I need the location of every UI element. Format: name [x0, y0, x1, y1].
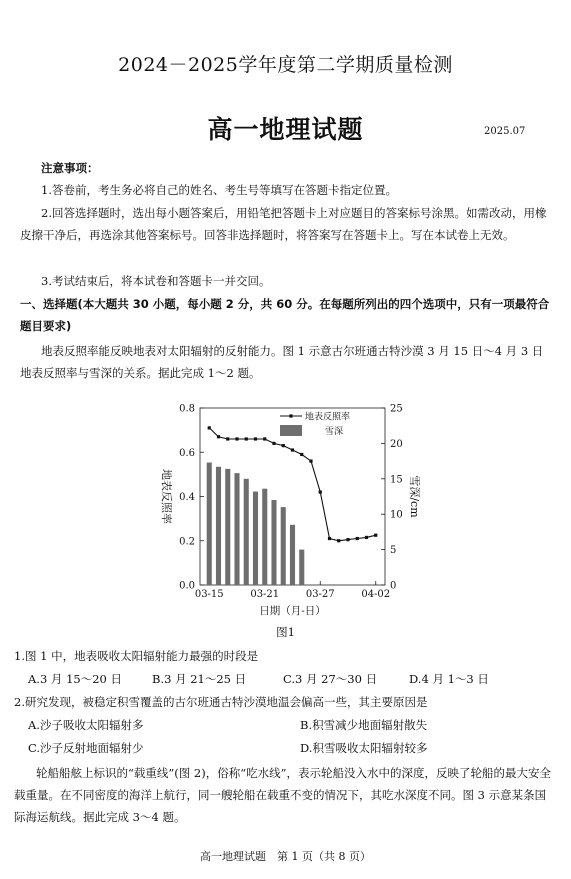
section-heading: 一、选择题(本大题共 30 小题，每小题 2 分，共 60 分。在每题所列出的四个选项中，只有一项最符合题目要求)	[20, 297, 550, 333]
y2-tick-label: 5	[390, 545, 397, 557]
albedo-point	[272, 442, 275, 445]
passage-intro-3-4: 轮船船舷上标识的“载重线”(图 2)，俗称“吃水线”，表示轮船没入水中的深度，反映了轮船的最大安全载重量。在不同密度的海洋上航行，同一艘轮船在载重不变的情况下，其吃水深度不同。图 3 示意某条国际海运航线。据此完成 3～4 题。	[14, 766, 551, 824]
albedo-line	[209, 428, 375, 541]
snow-depth-bar	[234, 473, 239, 585]
snow-depth-bar	[253, 492, 258, 585]
y2-tick-label: 20	[390, 438, 403, 450]
albedo-point	[346, 538, 349, 541]
q2-option-a[interactable]: A.沙子吸收太阳辐射多	[28, 718, 144, 732]
albedo-point	[319, 490, 322, 493]
question-2-stem: 2.研究发现，被稳定积雪覆盖的古尔班通古特沙漠地温会偏高一些，其主要原因是	[14, 695, 428, 709]
y-tick-label: 0.4	[179, 492, 195, 503]
albedo-point	[282, 444, 285, 447]
snow-depth-bar	[216, 467, 221, 585]
legend-bar-symbol	[280, 425, 302, 436]
snow-depth-bar	[299, 550, 304, 585]
legend-snow: 雪深	[325, 427, 344, 437]
q2-option-b[interactable]: B.积雪减少地面辐射散失	[300, 718, 428, 732]
q2-option-d[interactable]: D.积雪吸收太阳辐射较多	[300, 741, 428, 755]
snow-depth-bar	[271, 500, 276, 585]
x-tick-label: 03-21	[250, 589, 280, 600]
albedo-point	[217, 435, 220, 438]
q1-option-d[interactable]: D.4 月 1～3 日	[409, 672, 489, 686]
q2-option-c[interactable]: C.沙子反射地面辐射少	[28, 741, 144, 755]
albedo-point	[235, 437, 238, 440]
x-tick-label: 03-15	[194, 589, 224, 600]
albedo-point	[365, 536, 368, 539]
albedo-point	[208, 426, 211, 429]
y2-tick-label: 25	[390, 403, 403, 415]
legend-albedo: 地表反照率	[305, 412, 351, 423]
y-tick-label: 0.6	[179, 447, 195, 459]
albedo-point	[263, 437, 266, 440]
y-tick-label: 0.8	[179, 403, 195, 415]
notice-item-3: 3.考试结束后，将本试卷和答题卡一并交回。	[41, 274, 271, 288]
snow-depth-bar	[281, 507, 286, 585]
albedo-point	[337, 539, 340, 542]
y-axis-title: 地表反照率	[160, 469, 173, 524]
snow-depth-bar	[244, 479, 249, 585]
notice-heading: 注意事项：	[41, 161, 99, 175]
page-footer: 高一地理试题 第 1 页（共 8 页）	[200, 850, 371, 863]
y2-tick-label: 15	[390, 474, 403, 486]
q1-option-c[interactable]: C.3 月 27～30 日	[283, 672, 378, 686]
q1-option-a[interactable]: A.3 月 15～20 日	[28, 672, 123, 686]
snow-depth-bar	[225, 469, 230, 585]
albedo-point	[374, 534, 377, 537]
albedo-point	[226, 437, 229, 440]
albedo-point	[309, 460, 312, 463]
exam-date: 2025.07	[484, 126, 526, 137]
y2-axis-title: 雪深/cm	[408, 475, 421, 518]
albedo-point	[328, 537, 331, 540]
albedo-point	[356, 537, 359, 540]
snow-depth-bar	[290, 525, 295, 585]
y2-tick-label: 10	[390, 509, 403, 521]
subject-title: 高一地理试题	[207, 115, 364, 144]
legend-line-marker	[289, 414, 292, 417]
question-1-stem: 1.图 1 中，地表吸收太阳辐射能力最强的时段是	[14, 649, 259, 663]
section-intro: 地表反照率能反映地表对太阳辐射的反射能力。图 1 示意古尔班通古特沙漠 3 月 15 日～4 月 3 日地表反照率与雪深的关系。据此完成 1～2 题。	[20, 344, 544, 380]
q1-option-b[interactable]: B.3 月 21～25 日	[152, 672, 247, 686]
y-tick-label: 0.2	[179, 536, 195, 548]
x-axis-title: 日期（月-日）	[259, 605, 326, 617]
albedo-point	[245, 437, 248, 440]
albedo-point	[300, 453, 303, 456]
x-tick-label: 03-27	[305, 589, 335, 600]
notice-item-1: 1.答卷前，考生务必将自己的姓名、考生号等填写在答题卡指定位置。	[41, 183, 397, 197]
x-tick-label: 04-02	[361, 589, 391, 600]
snow-depth-bar	[207, 463, 212, 585]
exam-title: 2024－2025学年度第二学期质量检测	[118, 54, 453, 76]
figure-caption: 图1	[276, 625, 295, 639]
y2-tick-label: 0	[390, 580, 397, 592]
albedo-snow-chart	[145, 398, 425, 628]
y-tick-label: 0.0	[179, 580, 195, 592]
albedo-point	[254, 437, 257, 440]
notice-item-2: 2.回答选择题时，选出每小题答案后，用铅笔把答题卡上对应题目的答案标号涂黑。如需改动，用橡皮擦干净后，再选涂其他答案标号。回答非选择题时，将答案写在答题卡上。写在本试卷上无效。	[20, 206, 547, 242]
snow-depth-bar	[262, 489, 267, 585]
albedo-point	[291, 448, 294, 451]
